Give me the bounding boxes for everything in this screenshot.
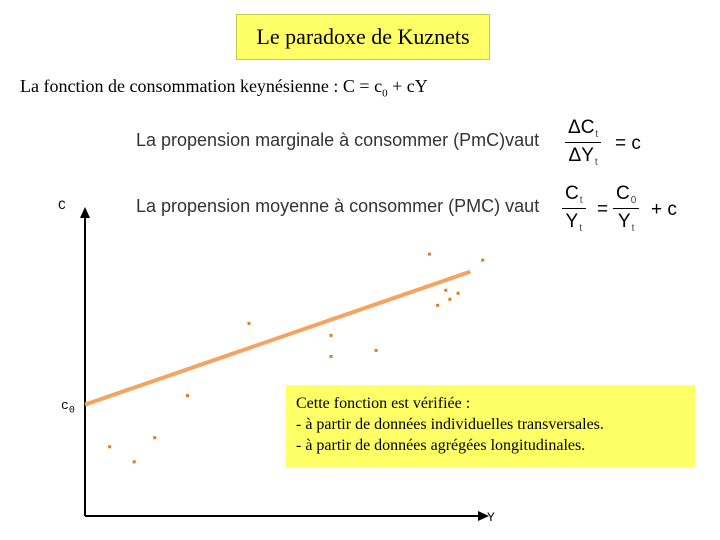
pmc-num: ΔC xyxy=(568,117,595,138)
PMC-eq: = xyxy=(597,199,609,220)
data-point-5 xyxy=(248,322,251,325)
pmc-result: = c xyxy=(615,133,641,154)
data-point-7 xyxy=(330,355,333,358)
PMC-num1: C xyxy=(565,183,579,204)
PMC-num1-sub: t xyxy=(579,195,583,206)
data-point-11 xyxy=(444,289,447,292)
data-point-6 xyxy=(330,334,333,337)
callout-line-1: Cette fonction est vérifiée : xyxy=(296,395,471,412)
data-point-14 xyxy=(481,259,484,262)
c0-label-sub: 0 xyxy=(68,405,75,417)
data-point-13 xyxy=(457,292,460,295)
x-axis-label: Y xyxy=(487,510,495,525)
callout-line-2: - à partir de données individuelles transversales. xyxy=(296,416,604,433)
data-point-10 xyxy=(436,304,439,307)
c0-label-text: c xyxy=(61,398,69,413)
data-point-2 xyxy=(133,460,136,463)
PMC-tail: + c xyxy=(651,199,677,220)
PMC-num2-sub: 0 xyxy=(630,195,637,206)
data-point-8 xyxy=(375,349,378,352)
data-point-1 xyxy=(108,445,111,448)
y-axis-label: C xyxy=(58,198,66,213)
PMC-den2: Y xyxy=(617,211,631,232)
PMC-den2-sub: t xyxy=(631,223,635,234)
callout-line-3: - à partir de données agrégées longitudinales. xyxy=(296,437,586,454)
PMC-label: La propension moyenne à consommer (PMC) vaut xyxy=(136,196,540,216)
pmc-label: La propension marginale à consommer (PmC)vaut xyxy=(136,130,540,150)
page-title: Le paradoxe de Kuznets xyxy=(256,24,470,49)
pmc-num-sub: t xyxy=(595,129,599,140)
PMC-den1-sub: t xyxy=(579,223,582,234)
data-point-3 xyxy=(153,436,156,439)
subtitle-suffix: + cY xyxy=(387,76,428,96)
data-point-4 xyxy=(186,394,189,397)
pmc-den: ΔY xyxy=(568,145,594,166)
subtitle-prefix: La fonction de consommation keynésienne : C = c xyxy=(20,76,383,96)
PMC-num2: C xyxy=(616,183,630,204)
c0-label xyxy=(61,398,75,417)
data-point-12 xyxy=(448,298,451,301)
callout-box xyxy=(286,385,695,467)
data-point-9 xyxy=(428,253,431,256)
pmc-den-sub: t xyxy=(594,157,598,168)
PMC-den1: Y xyxy=(565,211,579,232)
subtitle-sub: 0 xyxy=(382,87,388,100)
y-axis-arrow xyxy=(80,207,90,218)
